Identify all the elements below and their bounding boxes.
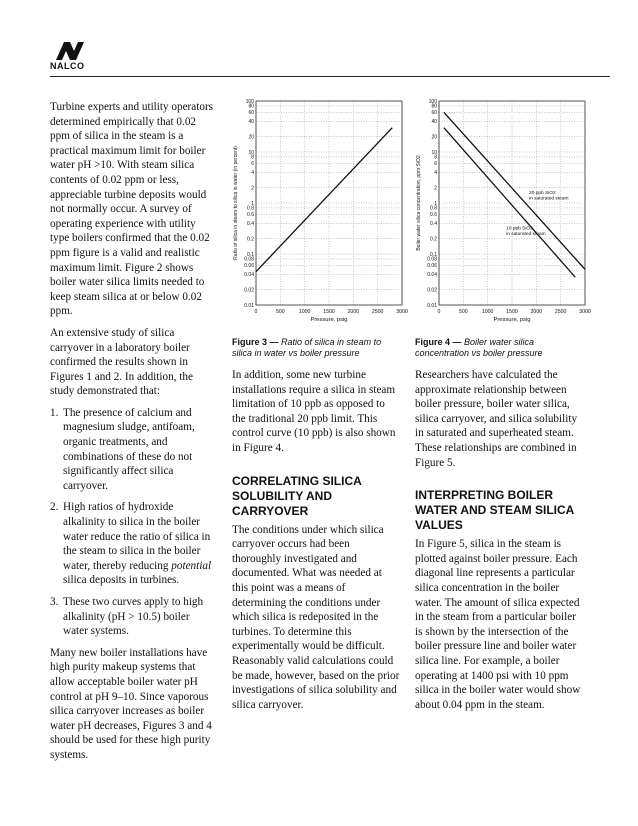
series-line: [444, 128, 575, 278]
y-tick-label: 1: [251, 200, 254, 207]
x-tick-label: 1000: [481, 309, 494, 315]
series-line: [444, 112, 585, 269]
x-tick-label: 0: [254, 309, 258, 315]
x-tick-label: 3000: [396, 309, 408, 315]
paragraph: The conditions under which silica carryover occurs had been thoroughly investigated and documented. What was needed at this point was a means of determining the conditions under which silica is redeposited in the turbines. To determine this experimentally would be difficult. Reasonably valid calculations could be made, however, based on the prior investigations of silica solubility and silica carryover.: [232, 523, 400, 711]
series-label: in saturated steam: [529, 196, 569, 202]
caption-text: Boiler water silica concentration vs boiler pressure: [415, 337, 543, 358]
findings-list: [50, 406, 216, 639]
paragraph: Turbine experts and utility operators determined empirically that 0.02 ppm of silica in the steam is a practical maximum limit for boiler water pH >10. With steam silica contents of 0.02 ppm or less, appreciable turbine deposits would not normally occur. A survey of operating experience with utility type boilers confirmed that the 0.02 ppm figure is a valid and realistic maximum limit. Figure 2 shows boiler water silica limits needed to keep steam silica at or below 0.02 ppm.: [50, 101, 214, 318]
y-tick-label: 0.4: [430, 221, 437, 228]
y-tick-label: 100: [428, 98, 437, 105]
y-tick-label: 10: [431, 149, 437, 156]
list-text: These two curves apply to high alkalinity (pH > 10.5) boiler water systems.: [63, 596, 204, 638]
x-tick-label: 2500: [554, 309, 567, 315]
paragraph: Many new boiler installations have high purity makeup systems that allow acceptable boiler water pH control at pH 9–10. Since vaporous silica carryover increases as boiler water pH decreases, Figures 3 and 4 should be used for these high purity systems.: [50, 646, 212, 761]
y-tick-label: 0.6: [430, 212, 437, 219]
list-number: 1.: [50, 406, 59, 419]
y-tick-label: 20: [248, 134, 254, 141]
column-1: [50, 100, 216, 770]
y-tick-label: 0.01: [427, 302, 437, 309]
series-label: 10 ppb SiO2: [506, 226, 533, 232]
y-tick-label: 0.2: [247, 236, 254, 243]
y-tick-label: 60: [431, 110, 437, 117]
y-tick-label: 0.02: [427, 287, 437, 294]
y-tick-label: 0.4: [247, 221, 254, 228]
y-tick-label: 80: [248, 103, 254, 110]
caption-label: Figure 4 —: [415, 337, 462, 347]
caption-label: Figure 3 —: [232, 337, 279, 347]
y-tick-label: 6: [251, 161, 254, 168]
x-tick-label: 500: [276, 309, 285, 315]
logo-text: NALCO: [50, 61, 85, 71]
y-tick-label: 0.2: [430, 236, 437, 243]
paragraph: In Figure 5, silica in the steam is plotted against boiler pressure. Each diagonal line represents a particular silica concentration in the boiler water. The amount of silica expected in the steam from a particular boiler is shown by the intersection of the boiler pressure line and boiler water silica line. For example, a boiler operating at 1400 psi with 10 ppm silica in the boiler water would show about 0.04 ppm in the steam.: [415, 538, 581, 711]
x-axis-label: Pressure, psig: [310, 317, 348, 323]
x-tick-label: 3000: [579, 309, 591, 315]
column-2: [232, 368, 400, 719]
y-tick-label: 80: [431, 103, 437, 110]
y-tick-label: 60: [248, 110, 254, 117]
y-tick-label: 0.8: [247, 205, 254, 212]
y-axis-label: Ratio of silica in steam to silica in water (in percent): [233, 146, 239, 260]
y-tick-label: 4: [251, 170, 254, 177]
x-tick-label: 500: [459, 309, 468, 315]
x-tick-label: 2500: [371, 309, 384, 315]
y-tick-label: 100: [245, 98, 254, 105]
x-tick-label: 0: [437, 309, 441, 315]
y-tick-label: 20: [431, 134, 437, 141]
y-tick-label: 0.08: [427, 256, 437, 263]
series-line: [256, 128, 392, 272]
y-tick-label: 4: [434, 170, 437, 177]
list-item: [50, 595, 216, 639]
series-label: in saturated steam: [506, 232, 546, 238]
y-tick-label: 40: [248, 119, 254, 126]
y-tick-label: 0.8: [430, 205, 437, 212]
y-tick-label: 8: [434, 154, 437, 161]
list-text-italic: potential: [171, 559, 212, 572]
y-tick-label: 6: [434, 161, 437, 168]
list-item: [50, 406, 216, 494]
y-tick-label: 0.1: [430, 251, 437, 258]
caption-text: Ratio of silica in steam to silica in water vs boiler pressure: [232, 337, 382, 358]
y-tick-label: 2: [434, 185, 437, 192]
y-tick-label: 10: [248, 149, 254, 156]
figure-4-chart: [413, 97, 593, 332]
y-tick-label: 2: [251, 185, 254, 192]
y-tick-label: 0.06: [427, 263, 437, 270]
x-axis-label: Pressure, psig: [493, 317, 531, 323]
y-tick-label: 0.02: [244, 287, 254, 294]
y-tick-label: 0.06: [244, 263, 254, 270]
x-tick-label: 1500: [506, 309, 518, 315]
section-heading: CORRELATING SILICA SOLUBILITY AND CARRYOVER: [232, 473, 362, 518]
list-number: 2.: [50, 501, 59, 514]
y-axis-label: Boiler water silica concentration, ppm SiO2: [416, 155, 422, 251]
paragraph: In addition, some new turbine installations require a silica in steam limitation of 10 ppb as opposed to the traditional 20 ppb limit. This control curve (10 ppb) is also shown in Figure 4.: [232, 369, 396, 454]
y-tick-label: 8: [251, 154, 254, 161]
figure-3-caption: [232, 337, 400, 359]
section-heading: INTERPRETING BOILER WATER AND STEAM SILICA VALUES: [415, 488, 574, 533]
list-number: 3.: [50, 596, 59, 608]
x-tick-label: 1500: [323, 309, 335, 315]
y-tick-label: 0.01: [244, 302, 254, 309]
y-tick-label: 0.6: [247, 212, 254, 219]
column-3: [415, 368, 585, 719]
paragraph: Researchers have calculated the approximate relationship between boiler pressure, boiler water silica, silica carryover, and silica solubility in saturated and superheated steam. These relationships are combined in Figure 5.: [415, 369, 578, 469]
y-tick-label: 0.08: [244, 256, 254, 263]
series-label: 20 ppb SiO2: [529, 191, 556, 197]
x-tick-label: 1000: [298, 309, 311, 315]
list-item: [50, 500, 216, 588]
y-tick-label: 1: [434, 200, 437, 207]
list-text: High ratios of hydroxide alkalinity to silica in the boiler water reduce the ratio of silica in the steam to silica in the boiler water, thereby reducing: [63, 501, 211, 572]
y-tick-label: 0.04: [244, 272, 254, 279]
x-tick-label: 2000: [530, 309, 543, 315]
paragraph: An extensive study of silica carryover in a laboratory boiler confirmed the results shown in Figures 1 and 2. In addition, the study demonstrated that:: [50, 326, 193, 398]
list-text: The presence of calcium and magnesium sludge, antifoam, organic treatments, and combinations of these do not significantly affect silica carryover.: [63, 406, 195, 492]
figure-3-chart: [230, 97, 410, 332]
y-tick-label: 40: [431, 119, 437, 126]
y-tick-label: 0.04: [427, 272, 437, 279]
list-text: silica deposits in turbines.: [63, 574, 180, 587]
header-rule: [50, 76, 610, 77]
figure-4-caption: [415, 337, 585, 359]
y-tick-label: 0.1: [247, 251, 254, 258]
x-tick-label: 2000: [347, 309, 360, 315]
